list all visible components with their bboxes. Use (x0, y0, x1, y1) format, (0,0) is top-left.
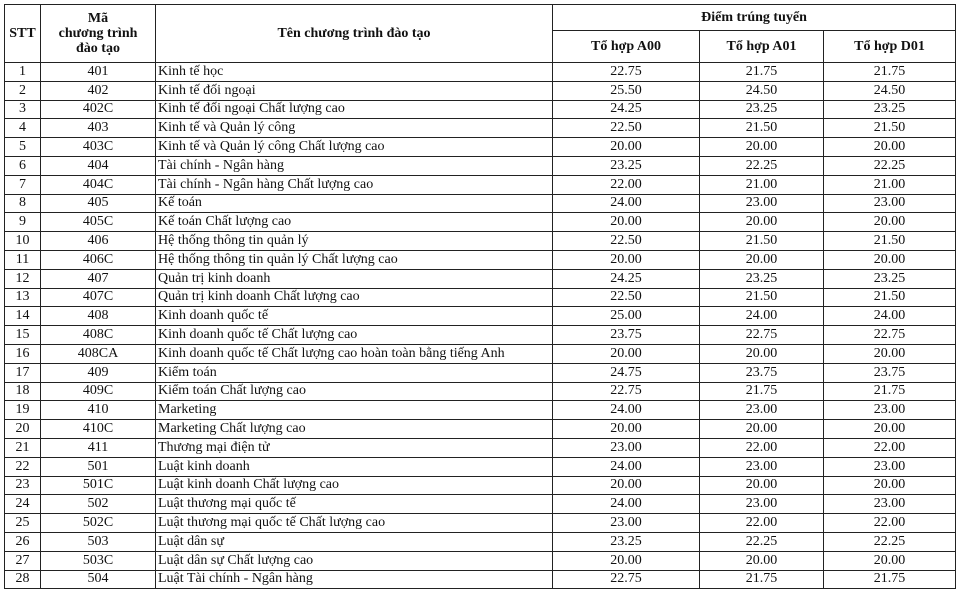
score-a00-cell: 23.75 (553, 326, 700, 345)
score-d01-cell: 22.00 (824, 514, 956, 533)
stt-cell: 16 (5, 344, 41, 363)
score-a01-cell: 20.00 (700, 138, 824, 157)
score-d01-cell: 24.50 (824, 81, 956, 100)
admission-scores-table (4, 4, 956, 589)
score-a00-cell: 24.00 (553, 495, 700, 514)
score-a01-cell: 21.50 (700, 119, 824, 138)
score-a00-cell: 22.75 (553, 382, 700, 401)
program-code-header-line: Mã (87, 11, 109, 26)
table-row (5, 269, 956, 288)
program-code-cell: 504 (41, 570, 156, 589)
score-a00-cell: 24.25 (553, 269, 700, 288)
program-code-header (41, 5, 156, 63)
program-code-cell: 403C (41, 138, 156, 157)
score-d01-cell: 20.00 (824, 250, 956, 269)
combo-d01-header: Tổ hợp D01 (824, 31, 956, 63)
table-row (5, 476, 956, 495)
score-a00-cell: 20.00 (553, 344, 700, 363)
score-a01-cell: 23.00 (700, 194, 824, 213)
score-a01-cell: 23.00 (700, 401, 824, 420)
score-a00-cell: 25.50 (553, 81, 700, 100)
score-d01-cell: 21.75 (824, 570, 956, 589)
table-row (5, 81, 956, 100)
score-a01-cell: 20.00 (700, 213, 824, 232)
stt-cell: 18 (5, 382, 41, 401)
combo-a00-header: Tổ hợp A00 (553, 31, 700, 63)
program-name-cell: Marketing Chất lượng cao (156, 420, 553, 439)
program-code-cell: 503 (41, 532, 156, 551)
program-name-cell: Kinh tế đối ngoại Chất lượng cao (156, 100, 553, 119)
score-a01-cell: 21.00 (700, 175, 824, 194)
table-body (5, 63, 956, 589)
table-row (5, 401, 956, 420)
score-a01-cell: 21.75 (700, 382, 824, 401)
program-code-cell: 404C (41, 175, 156, 194)
score-a00-cell: 20.00 (553, 476, 700, 495)
stt-cell: 17 (5, 363, 41, 382)
table-row (5, 175, 956, 194)
score-d01-cell: 21.75 (824, 382, 956, 401)
score-a01-cell: 23.75 (700, 363, 824, 382)
score-a01-cell: 23.25 (700, 269, 824, 288)
program-code-cell: 503C (41, 551, 156, 570)
score-a00-cell: 24.00 (553, 401, 700, 420)
score-a00-cell: 23.00 (553, 438, 700, 457)
program-name-cell: Luật Tài chính - Ngân hàng (156, 570, 553, 589)
score-a00-cell: 22.50 (553, 288, 700, 307)
stt-cell: 22 (5, 457, 41, 476)
score-d01-cell: 23.25 (824, 100, 956, 119)
stt-cell: 20 (5, 420, 41, 439)
program-name-cell: Kế toán Chất lượng cao (156, 213, 553, 232)
stt-cell: 1 (5, 63, 41, 82)
score-a00-cell: 22.75 (553, 570, 700, 589)
score-a00-cell: 22.75 (553, 63, 700, 82)
score-a00-cell: 22.50 (553, 232, 700, 251)
score-a01-cell: 24.00 (700, 307, 824, 326)
score-d01-cell: 20.00 (824, 344, 956, 363)
stt-cell: 11 (5, 250, 41, 269)
score-a01-cell: 20.00 (700, 250, 824, 269)
score-a01-cell: 24.50 (700, 81, 824, 100)
stt-cell: 24 (5, 495, 41, 514)
program-name-cell: Luật kinh doanh (156, 457, 553, 476)
program-code-cell: 408CA (41, 344, 156, 363)
table-row (5, 288, 956, 307)
score-d01-cell: 20.00 (824, 551, 956, 570)
program-code-cell: 402 (41, 81, 156, 100)
score-d01-cell: 23.00 (824, 401, 956, 420)
program-name-cell: Hệ thống thông tin quản lý Chất lượng cao (156, 250, 553, 269)
table-row (5, 438, 956, 457)
score-a00-cell: 25.00 (553, 307, 700, 326)
program-name-cell: Kiểm toán (156, 363, 553, 382)
score-a01-cell: 21.50 (700, 232, 824, 251)
score-d01-cell: 22.00 (824, 438, 956, 457)
table-row (5, 551, 956, 570)
program-code-cell: 405C (41, 213, 156, 232)
program-name-cell: Tài chính - Ngân hàng Chất lượng cao (156, 175, 553, 194)
stt-cell: 25 (5, 514, 41, 533)
score-d01-cell: 20.00 (824, 476, 956, 495)
program-code-cell: 410C (41, 420, 156, 439)
program-name-cell: Luật dân sự (156, 532, 553, 551)
score-a00-cell: 20.00 (553, 138, 700, 157)
score-a01-cell: 23.00 (700, 457, 824, 476)
score-a00-cell: 20.00 (553, 213, 700, 232)
program-name-cell: Luật thương mại quốc tế (156, 495, 553, 514)
program-code-header-line: chương trình (58, 26, 138, 41)
program-name-cell: Luật thương mại quốc tế Chất lượng cao (156, 514, 553, 533)
score-d01-cell: 23.25 (824, 269, 956, 288)
stt-cell: 27 (5, 551, 41, 570)
score-d01-cell: 21.50 (824, 232, 956, 251)
program-code-cell: 501C (41, 476, 156, 495)
table-row (5, 63, 956, 82)
stt-cell: 28 (5, 570, 41, 589)
stt-cell: 2 (5, 81, 41, 100)
program-name-cell: Kinh tế đối ngoại (156, 81, 553, 100)
score-a01-cell: 22.00 (700, 514, 824, 533)
score-a00-cell: 20.00 (553, 250, 700, 269)
score-d01-cell: 20.00 (824, 213, 956, 232)
program-code-cell: 409 (41, 363, 156, 382)
table-row (5, 363, 956, 382)
score-d01-cell: 22.75 (824, 326, 956, 345)
program-name-cell: Thương mại điện tử (156, 438, 553, 457)
score-d01-cell: 20.00 (824, 138, 956, 157)
program-code-cell: 407C (41, 288, 156, 307)
program-code-cell: 409C (41, 382, 156, 401)
table-row (5, 119, 956, 138)
stt-cell: 8 (5, 194, 41, 213)
stt-cell: 23 (5, 476, 41, 495)
stt-cell: 3 (5, 100, 41, 119)
program-code-cell: 404 (41, 156, 156, 175)
table-row (5, 250, 956, 269)
program-name-cell: Kế toán (156, 194, 553, 213)
table-header (5, 5, 956, 63)
stt-cell: 12 (5, 269, 41, 288)
program-name-cell: Kinh tế học (156, 63, 553, 82)
score-a01-cell: 22.75 (700, 326, 824, 345)
table-row (5, 344, 956, 363)
table-row (5, 232, 956, 251)
score-d01-cell: 22.25 (824, 532, 956, 551)
score-a01-cell: 21.75 (700, 570, 824, 589)
program-code-cell: 410 (41, 401, 156, 420)
score-a01-cell: 20.00 (700, 344, 824, 363)
score-d01-cell: 23.75 (824, 363, 956, 382)
stt-cell: 6 (5, 156, 41, 175)
score-group-header: Điểm trúng tuyển (553, 5, 956, 31)
score-a00-cell: 22.50 (553, 119, 700, 138)
combo-a01-header: Tổ hợp A01 (700, 31, 824, 63)
program-name-cell: Kiểm toán Chất lượng cao (156, 382, 553, 401)
score-a00-cell: 22.00 (553, 175, 700, 194)
score-a01-cell: 22.25 (700, 156, 824, 175)
score-d01-cell: 21.50 (824, 288, 956, 307)
score-a00-cell: 23.25 (553, 156, 700, 175)
score-a00-cell: 20.00 (553, 551, 700, 570)
score-d01-cell: 21.00 (824, 175, 956, 194)
score-a01-cell: 20.00 (700, 476, 824, 495)
score-d01-cell: 23.00 (824, 194, 956, 213)
table-row (5, 138, 956, 157)
program-code-cell: 502 (41, 495, 156, 514)
stt-cell: 15 (5, 326, 41, 345)
stt-cell: 10 (5, 232, 41, 251)
program-code-cell: 406 (41, 232, 156, 251)
score-a01-cell: 23.00 (700, 495, 824, 514)
program-name-cell: Kinh doanh quốc tế Chất lượng cao hoàn toàn bằng tiếng Anh (156, 344, 553, 363)
stt-cell: 26 (5, 532, 41, 551)
score-a00-cell: 24.75 (553, 363, 700, 382)
score-d01-cell: 22.25 (824, 156, 956, 175)
program-code-cell: 403 (41, 119, 156, 138)
program-name-cell: Marketing (156, 401, 553, 420)
program-code-cell: 502C (41, 514, 156, 533)
score-d01-cell: 21.50 (824, 119, 956, 138)
score-a00-cell: 23.00 (553, 514, 700, 533)
program-name-cell: Kinh tế và Quản lý công Chất lượng cao (156, 138, 553, 157)
score-a01-cell: 22.25 (700, 532, 824, 551)
program-code-cell: 401 (41, 63, 156, 82)
score-a01-cell: 20.00 (700, 420, 824, 439)
program-name-cell: Luật kinh doanh Chất lượng cao (156, 476, 553, 495)
stt-cell: 13 (5, 288, 41, 307)
table-row (5, 532, 956, 551)
stt-cell: 19 (5, 401, 41, 420)
table-row (5, 457, 956, 476)
program-name-cell: Hệ thống thông tin quản lý (156, 232, 553, 251)
program-code-cell: 402C (41, 100, 156, 119)
program-name-cell: Luật dân sự Chất lượng cao (156, 551, 553, 570)
table-row (5, 514, 956, 533)
score-d01-cell: 21.75 (824, 63, 956, 82)
program-code-cell: 411 (41, 438, 156, 457)
score-a00-cell: 24.00 (553, 457, 700, 476)
score-a00-cell: 24.25 (553, 100, 700, 119)
table-row (5, 307, 956, 326)
score-a00-cell: 23.25 (553, 532, 700, 551)
program-code-cell: 406C (41, 250, 156, 269)
program-code-cell: 501 (41, 457, 156, 476)
stt-cell: 4 (5, 119, 41, 138)
stt-cell: 21 (5, 438, 41, 457)
stt-cell: 9 (5, 213, 41, 232)
stt-cell: 5 (5, 138, 41, 157)
table-row (5, 570, 956, 589)
score-a00-cell: 24.00 (553, 194, 700, 213)
score-a01-cell: 21.75 (700, 63, 824, 82)
program-name-cell: Kinh tế và Quản lý công (156, 119, 553, 138)
program-name-cell: Quản trị kinh doanh Chất lượng cao (156, 288, 553, 307)
program-code-cell: 407 (41, 269, 156, 288)
score-a01-cell: 20.00 (700, 551, 824, 570)
table-row (5, 495, 956, 514)
score-a01-cell: 22.00 (700, 438, 824, 457)
score-d01-cell: 20.00 (824, 420, 956, 439)
stt-cell: 7 (5, 175, 41, 194)
program-name-cell: Kinh doanh quốc tế Chất lượng cao (156, 326, 553, 345)
program-name-cell: Quản trị kinh doanh (156, 269, 553, 288)
stt-cell: 14 (5, 307, 41, 326)
table-row (5, 382, 956, 401)
program-code-header-line: đào tạo (76, 41, 120, 56)
score-a01-cell: 21.50 (700, 288, 824, 307)
program-name-cell: Tài chính - Ngân hàng (156, 156, 553, 175)
table-row (5, 194, 956, 213)
table-row (5, 420, 956, 439)
score-a01-cell: 23.25 (700, 100, 824, 119)
score-d01-cell: 23.00 (824, 457, 956, 476)
score-d01-cell: 23.00 (824, 495, 956, 514)
score-d01-cell: 24.00 (824, 307, 956, 326)
table-row (5, 213, 956, 232)
program-code-cell: 405 (41, 194, 156, 213)
stt-header: STT (5, 5, 41, 63)
table-row (5, 100, 956, 119)
table-row (5, 156, 956, 175)
program-code-cell: 408C (41, 326, 156, 345)
score-a00-cell: 20.00 (553, 420, 700, 439)
program-name-header: Tên chương trình đào tạo (156, 5, 553, 63)
program-code-cell: 408 (41, 307, 156, 326)
program-name-cell: Kinh doanh quốc tế (156, 307, 553, 326)
table-row (5, 326, 956, 345)
